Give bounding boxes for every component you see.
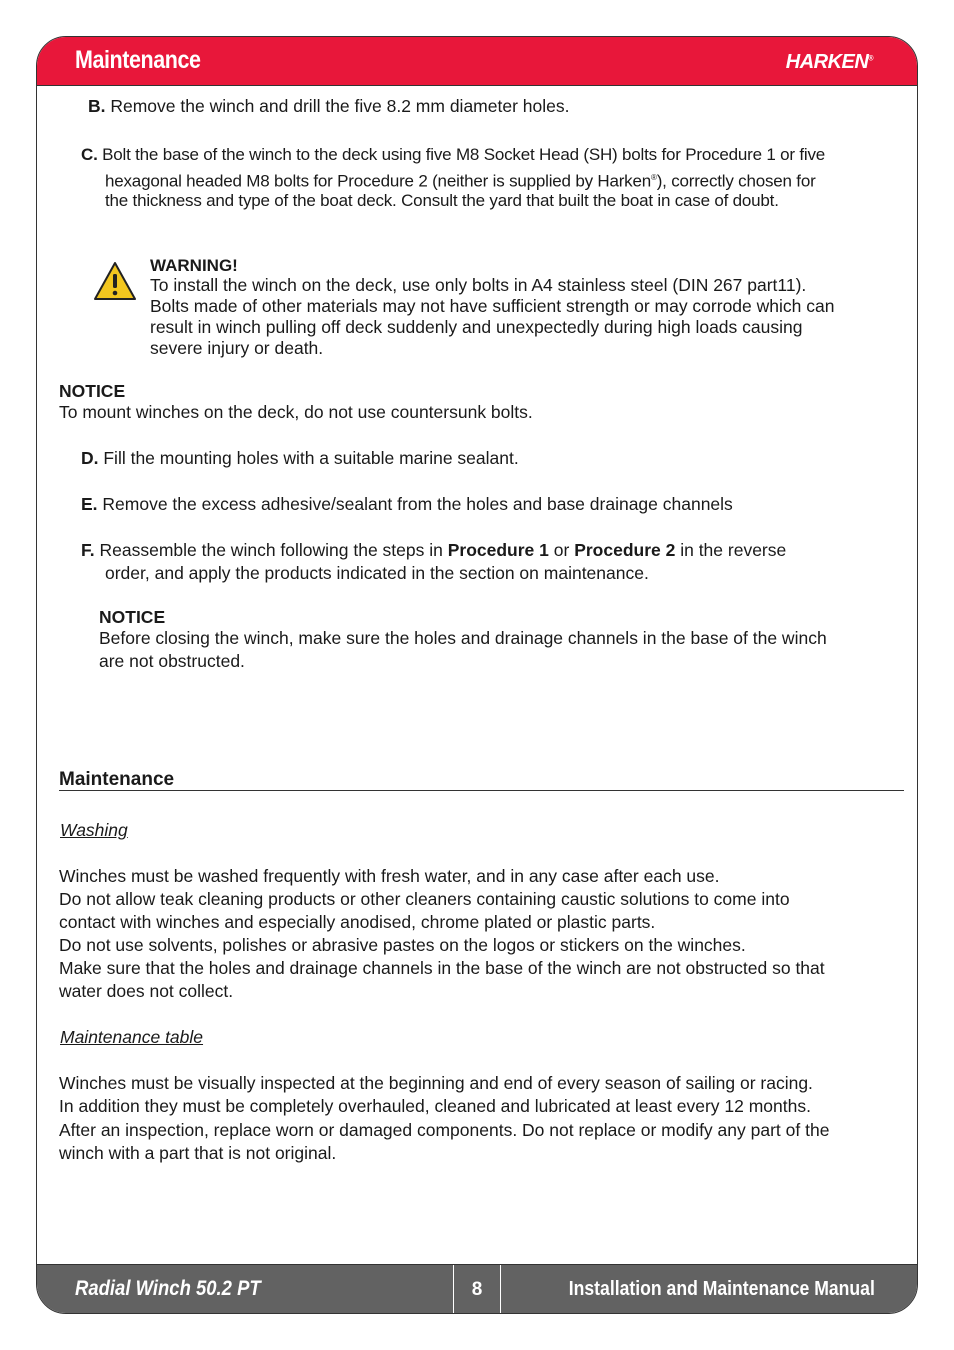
page-header (37, 37, 917, 86)
notice-2-line-2: are not obstructed. (99, 651, 245, 671)
step-c-line-1: C. Bolt the base of the winch to the deck using five M8 Socket Head (SH) bolts for Procedure 1 or five (81, 145, 826, 164)
step-c-line-3: the thickness and type of the boat deck. Consult the yard that built the boat in case of doubt. (105, 191, 779, 210)
washing-line-4: Do not use solvents, polishes or abrasive pastes on the logos or stickers on the winches. (59, 935, 746, 955)
notice-2-line-1: Before closing the winch, make sure the holes and drainage channels in the base of the winch (99, 628, 827, 648)
washing-line-2: Do not allow teak cleaning products or other cleaners containing caustic solutions to come into (59, 889, 790, 909)
warning-line-4: severe injury or death. (150, 338, 324, 358)
maintenance-table-subheading: Maintenance table (60, 1027, 204, 1047)
footer-page-number: 8 (453, 1265, 501, 1313)
maintenance-table-line-4: winch with a part that is not original. (59, 1143, 337, 1163)
notice-1-title: NOTICE (59, 381, 126, 401)
step-d: D. Fill the mounting holes with a suitable marine sealant. (81, 448, 519, 468)
washing-line-3: contact with winches and especially anodised, chrome plated or plastic parts. (59, 912, 656, 932)
notice-1-text: To mount winches on the deck, do not use countersunk bolts. (59, 402, 533, 422)
warning-title: WARNING! (150, 256, 238, 275)
washing-line-1: Winches must be washed frequently with fresh water, and in any case after each use. (59, 866, 720, 886)
maintenance-table-line-2: In addition they must be completely overhauled, cleaned and lubricated at least every 12 months. (59, 1096, 811, 1116)
maintenance-table-line-1: Winches must be visually inspected at the beginning and end of every season of sailing or racing. (59, 1073, 813, 1093)
warning-triangle-icon (92, 260, 138, 302)
washing-subheading: Washing (60, 820, 128, 840)
footer-product-name: Radial Winch 50.2 PT (75, 1277, 261, 1300)
washing-line-6: water does not collect. (59, 981, 234, 1001)
step-f-line-1: F. Reassemble the winch following the steps in Procedure 1 or Procedure 2 in the reverse (81, 540, 787, 560)
washing-line-5: Make sure that the holes and drainage channels in the base of the winch are not obstructed so that (59, 958, 825, 978)
heading-rule (59, 790, 904, 791)
step-b: B. Remove the winch and drill the five 8.2 mm diameter holes. (88, 96, 570, 116)
step-f-line-2: order, and apply the products indicated in the section on maintenance. (105, 563, 649, 583)
warning-line-3: result in winch pulling off deck suddenly and unexpectedly during high loads causing (150, 317, 803, 337)
maintenance-heading: Maintenance (59, 769, 175, 790)
page-footer (37, 1264, 917, 1313)
harken-logo: HARKEN® (785, 51, 873, 73)
step-c-line-2: hexagonal headed M8 bolts for Procedure 2 (neither is supplied by Harken®), correctly chosen for (105, 171, 816, 191)
notice-2-title: NOTICE (99, 607, 166, 627)
header-title: Maintenance (75, 46, 201, 74)
warning-line-2: Bolts made of other materials may not have sufficient strength or may corrode which can (150, 296, 835, 316)
maintenance-table-line-3: After an inspection, replace worn or damaged components. Do not replace or modify any part of the (59, 1120, 830, 1140)
footer-manual-title: Installation and Maintenance Manual (568, 1278, 875, 1300)
warning-line-1: To install the winch on the deck, use only bolts in A4 stainless steel (DIN 267 part11). (150, 275, 807, 295)
step-e: E. Remove the excess adhesive/sealant from the holes and base drainage channels (81, 494, 733, 514)
